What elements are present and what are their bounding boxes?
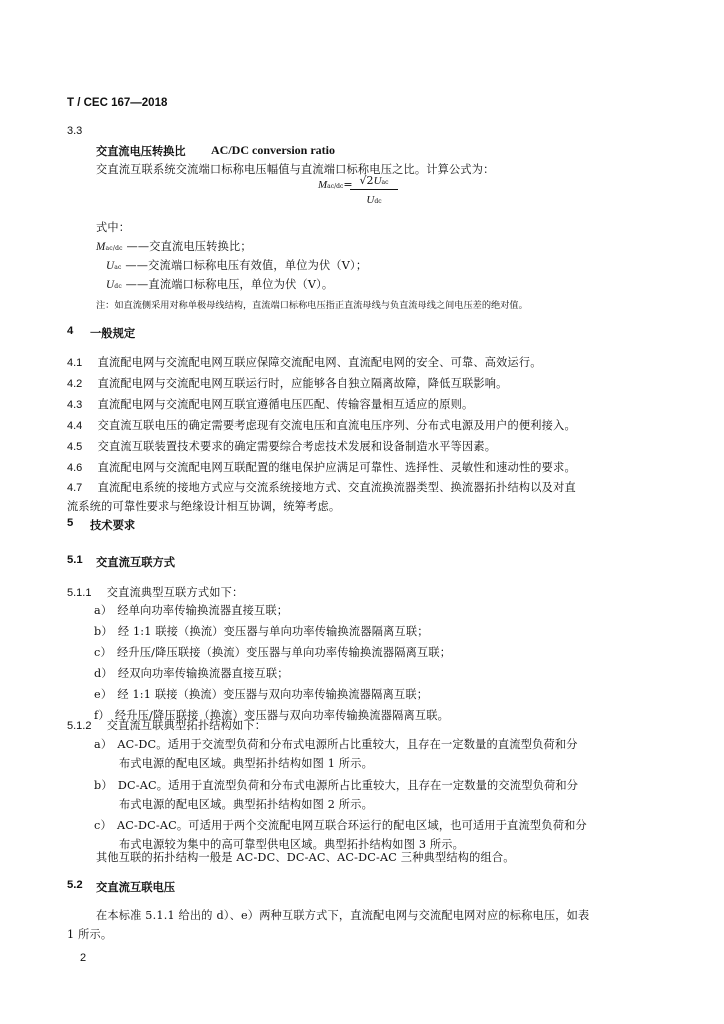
clause-number-3-3: 3.3 <box>67 125 83 137</box>
section-title-4: 一般规定 <box>90 326 136 340</box>
list-item: b） 经 1:1 联接（换流）变压器与单向功率传输换流器隔离互联； <box>94 624 429 638</box>
list-5-1-1 <box>94 600 451 725</box>
page-number: 2 <box>80 952 87 964</box>
paragraph-5-2-line2: 1 所示。 <box>67 928 113 941</box>
list-item: c） 经升压/降压联接（换流）变压器与单向功率传输换流器隔离互联； <box>94 645 452 659</box>
clause-5-1-2-other: 其他互联的拓扑结构一般是 AC-DC、DC-AC、AC-DC-AC 三种典型结构的组合。 <box>96 851 515 864</box>
term-english: AC/DC conversion ratio <box>211 143 335 157</box>
variable-line: Udc ——直流端口标称电压，单位为伏（V）。 <box>106 278 334 291</box>
section-title-5: 技术要求 <box>90 518 136 532</box>
subsection-number-5-1: 5.1 <box>67 554 83 566</box>
where-label: 式中： <box>96 221 131 234</box>
list-item: a） 经单向功率传输换流器直接互联； <box>94 604 289 617</box>
subsection-number-5-2: 5.2 <box>67 879 83 891</box>
list-item: d） 经双向功率传输换流器直接互联； <box>94 666 289 680</box>
note: 注：如直流侧采用对称单极母线结构，直流端口标称电压指正直流母线与负直流母线之间电压差的绝对值。 <box>96 300 528 311</box>
clause-list-4 <box>67 352 576 517</box>
section-number-4: 4 <box>67 325 74 337</box>
formula-denominator: Udc <box>366 194 382 206</box>
section-number-5: 5 <box>67 517 74 529</box>
term-chinese: 交直流电压转换比 <box>96 144 186 158</box>
list-5-1-2 <box>94 733 587 855</box>
clause-item: 4.7 直流配电系统的接地方式应与交流系统接地方式、交直流换流器类型、换流器拓扑结构以及对直 <box>67 481 576 495</box>
formula-fraction <box>350 174 398 206</box>
variable-line: Uac ——交流端口标称电压有效值，单位为伏（V）； <box>106 259 368 272</box>
term-definition: 交直流互联系统交流端口标称电压幅值与直流端口标称电压之比。计算公式为： <box>96 163 495 176</box>
clause-item: 4.4 交直流互联电压的确定需要考虑现有交流电压和直流电压序列、分布式电源及用户的便利接入。 <box>67 418 576 432</box>
formula-numerator: √2Uac <box>350 174 398 190</box>
clause-item: 4.5 交直流互联装置技术要求的确定需要综合考虑技术发展和设备制造水平等因素。 <box>67 439 497 453</box>
list-item: a） AC-DC。适用于交流型负荷和分布式电源所占比重较大，且存在一定数量的直流型负荷和分 <box>94 738 578 751</box>
list-item: b） DC-AC。适用于直流型负荷和分布式电源所占比重较大，且存在一定数量的交流型负荷和分 <box>94 778 579 792</box>
list-item-continuation: 布式电源较为集中的高可靠型供电区域。典型拓扑结构如图 3 所示。 <box>119 838 465 852</box>
clause-item: 4.1 直流配电网与交流配电网互联应保障交流配电网、直流配电网的安全、可靠、高效运行。 <box>67 356 542 369</box>
clause-item: 4.6 直流配电网与交流配电网互联配置的继电保护应满足可靠性、选择性、灵敏性和速动性的要求。 <box>67 460 576 474</box>
list-item: c） AC-DC-AC。可适用于两个交流配电网互联合环运行的配电区域，也可适用于直流型负荷和分 <box>94 819 587 833</box>
clause-item: 4.3 直流配电网与交流配电网互联宜遵循电压匹配、传输容量相互适应的原则。 <box>67 397 474 411</box>
clause-item: 4.2 直流配电网与交流配电网互联运行时，应能够各自独立隔离故障，降低互联影响。 <box>67 376 508 390</box>
subsection-title-5-1: 交直流互联方式 <box>96 555 176 569</box>
list-item-continuation: 布式电源的配电区域。典型拓扑结构如图 1 所示。 <box>119 757 373 771</box>
paragraph-5-2-line1: 在本标准 5.1.1 给出的 d）、e）两种互联方式下，直流配电网与交流配电网对应的标称电压，如表 <box>96 909 590 922</box>
clause-5-1-2-intro: 5.1.2 交直流互联典型拓扑结构如下： <box>67 719 267 732</box>
document-code: T / CEC 167—2018 <box>67 97 168 109</box>
formula-lhs: Mac/dc= <box>318 178 353 191</box>
list-item: f） 经升压/降压联接（换流）变压器与双向功率传输换流器隔离互联。 <box>94 708 450 722</box>
clause-item-continuation: 流系统的可靠性要求与绝缘设计相互协调，统筹考虑。 <box>67 500 341 514</box>
list-item-continuation: 布式电源的配电区域。典型拓扑结构如图 2 所示。 <box>119 797 373 811</box>
variable-line: Mac/dc ——交直流电压转换比； <box>96 240 252 253</box>
list-item: e） 经 1:1 联接（换流）变压器与双向功率传输换流器隔离互联； <box>94 687 429 701</box>
clause-5-1-1-intro: 5.1.1 交直流典型互联方式如下： <box>67 586 244 599</box>
subsection-title-5-2: 交直流互联电压 <box>96 880 176 894</box>
